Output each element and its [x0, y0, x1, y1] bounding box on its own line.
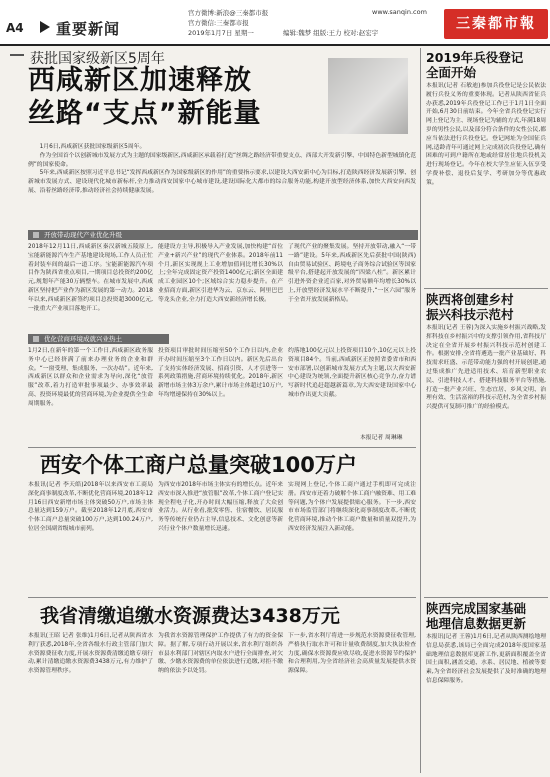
social-info	[188, 8, 268, 28]
section2-reporter: 本报记者 周琳琳	[360, 435, 403, 441]
page-header	[0, 0, 550, 44]
section-arrow-icon	[40, 21, 50, 33]
article2-col1: 本报讯(记者 李天皓)2018年以来西安市工商局深化商事制度改革,不断优化营商环境,2018年12月16日西安新增市场主体突破50万户,市场主体总量达到159万户。截至2018年12月底,西安市个体工商户总量突破100万户,达到100.24万户,位居全国副省级城市前列。	[28, 482, 153, 532]
lead-photo	[328, 58, 408, 134]
lead-headline-line1: 西咸新区加速释放	[28, 65, 252, 96]
side1-headline-line1: 2019年兵役登记	[426, 50, 524, 65]
side3-headline	[426, 601, 526, 631]
side2-body: 本报讯(记者 王蓉)为深入实施乡村振兴战略,发挥科技在乡村振兴中的支撑引领作用,省科技厅决定在全省开展乡村振兴科技示范村创建工作。根据安排,全省将遴选一批产业基础好、科技需求旺盛、示范带动能力强的村开展创建,通过集成推广先进适用技术、培育新型职业农民、引进科技人才、搭建科技服务平台等措施,打造一批产业兴旺、生态宜居、乡风文明、治理有效、生活富裕的科技示范村,为全省乡村振兴提供可复制可推广的经验模式。	[426, 325, 546, 411]
section-bar-business: 优化营商环境成就兴业热土	[28, 334, 169, 344]
divider	[424, 288, 548, 289]
lead-paragraph: 5年来,西咸新区按照习近平总书记“发挥西咸新区作为国家级新区的作用”的重要指示要求,以建设大西安新中心为目标,打造陕西经济发展新引擎、创新城市发展方式、建设现代化城市新标杆,全力推动西安国家中心城市建设,建设国际化大都市的综合服务功能,构建开放型经济体系,加快大西安向西发展、沿着丝路经济带,推动经济社会持续健康发展。	[28, 170, 416, 194]
article3-col3: 下一步,省水利厅将进一步规范水资源费征收管理,严格执行取水许可和计量收费制度,加大执法检查力度,确保水资源费应收尽收,促进水资源节约保护和合理利用,为全省经济社会高质量发展提供水资源保障。	[288, 633, 416, 675]
lead-headline-line2: 丝路“支点”新能量	[28, 98, 262, 129]
side1-headline-line2: 全面开始	[426, 65, 477, 80]
page-number: A4	[6, 21, 24, 35]
section2-col3: 约落地100亿元以上投资项目10个,10亿元以上投资项目84个。当前,西咸新区正按照省委省市和西安市部署,以创新城市发展方式为主题,以大西安新中心建设为统领,全面提升新区核心竞争力,奋力谱写新时代追赶超越新篇章,为大西安建设国家中心城市作出更大贡献。	[288, 348, 416, 398]
column-divider	[420, 48, 421, 773]
side2-headline-line1: 陕西将创建乡村	[426, 292, 514, 307]
side3-headline-line2: 地理信息数据更新	[426, 616, 527, 631]
section1-col2: 能建设方主导,积极导入产业发展,加快构建“首位产业+新兴产业”的现代产业体系。2018年前11个月,新区实现规上工业增加值同比增长30%以上;全年完成固定资产投资1400亿元;新区全面建成工业园区10个;区域综合实力稳步提升。在产业招商方面,新区引进华为云、京东云、阿里巴巴等龙头企业,全力打造大西安新经济增长极。	[158, 244, 283, 303]
article2-headline: 西安个体工商户总量突破100万户	[40, 453, 357, 477]
divider	[28, 447, 416, 448]
side3-headline-line1: 陕西完成国家基础	[426, 601, 527, 616]
kicker-rule	[10, 54, 24, 56]
lead-intro	[28, 143, 416, 231]
section2-col2: 投资项目审批时间压缩至50个工作日以内,企业开办时间压缩至3个工作日以内。新区先后出台了支持实体经济发展、招商引资、人才引进等一系列政策措施,营商环境持续优化。2018年,新区新增市场主体3万余户,累计市场主体超过10万户,年均增速保持在30%以上。	[158, 348, 283, 398]
weibo-line: 官方微博:新浪@三秦都市报	[188, 9, 269, 17]
wechat-line: 官方微信:三秦都市报	[188, 19, 249, 27]
section-bar-open: 开放带动现代产业优化升级	[28, 230, 418, 240]
side2-headline-line2: 振兴科技示范村	[426, 307, 514, 322]
section1-col1: 2018年12月11日,西咸新区秦汉新城五陵原上,宝能新能源汽车生产基地建设现场,工作人员正忙着封装车间的最后一道工序。宝能新能源汽车项目作为陕西省重点项目,一期项目总投资约200亿元,规划年产能30万辆整车。在城市发展中,西咸新区坚持把产业作为新区发展的第一动力。2018年以来,西咸新区新签约项目总投资超3000亿元,一批重大产业项目落地开工。	[28, 244, 153, 312]
article3-headline: 我省清缴追缴水资源费达3438万元	[40, 605, 340, 627]
article3-col1: 本报讯(王昭 记者 张维)1月6日,记者从陕西省水利厅获悉,2018年,全省各级水行政主管部门加大水资源费征收力度,开展水资源费清缴追缴专项行动,累计清缴追缴水资源费3438万元,有力维护了水资源管理秩序。	[28, 633, 153, 675]
section-title: 重要新闻	[56, 20, 121, 38]
editor-line: 编辑:魏梦 组版:王力 校对:赵宏宇	[283, 29, 379, 37]
issue-date: 2019年1月7日 星期一	[188, 29, 254, 37]
side3-body: 本报讯(记者 王蓉)1月6日,记者从陕西测绘地理信息局获悉,该局已全面完成2018年度国家基础地理信息数据库更新工作,更新面积覆盖全省国土面积,涵盖交通、水系、居民地、植被等要素,为全省经济社会发展提供了及时准确的地理信息保障服务。	[426, 634, 546, 684]
lead-paragraph: 作为全国首个以创新城市发展方式为主题的国家级新区,西咸新区承载着打造“丝绸之路经济带重要支点、西部大开发新引擎、中国特色新型城镇化范例”的国家使命。	[28, 152, 416, 168]
divider	[424, 597, 548, 598]
lead-kicker: 获批国家级新区5周年	[30, 51, 165, 67]
newspaper-logo: 三秦都市報	[444, 9, 548, 39]
side2-headline	[426, 292, 514, 322]
section2-col1: 1月2日,在新年的第一个工作日,西咸新区政务服务中心已经挤满了前来办理业务的企业和群众。“一窗受理、集成服务、一次办结”。近年来,西咸新区以群众和企业需求为导向,深化“放管服”改革,着力打造审批事项最少、办事效率最高、投资环境最优的营商环境,为企业提供全生命周期服务。	[28, 348, 153, 407]
header-rule	[0, 44, 550, 46]
divider	[28, 597, 416, 598]
article2-col3: 实现网上登记,个体工商户通过手机即可完成注册。西安市还着力破解个体工商户融资难、用工难等问题,为个体户发展提供贴心服务。下一步,西安市市场监管部门将继续深化商事制度改革,不断优化营商环境,推动个体工商户数量和质量双提升,为西安经济发展注入新动能。	[288, 482, 416, 532]
article3-col2: 为我省水资源管理保护工作提供了有力的资金保障。据了解,专项行动开展以来,省水利厅组织各市县水利部门对辖区内取水户进行全面排查,对欠缴、少缴水资源费的单位依法进行追缴,对拒不缴纳的依法予以处罚。	[158, 633, 283, 675]
lead-paragraph: 1月6日,西咸新区获批国家级新区5周年。	[39, 144, 146, 150]
website: www.sanqin.com	[372, 8, 427, 16]
article2-col2: 为西安市2018年市场主体实有的增长点。近年来西安市深入推进“放管服”改革,个体工商户登记实现全程电子化,开办时间大幅压缩,释放了大众创业活力。从行业看,批发零售、住宿餐饮、居民服务等传统行业仍占主导,信息技术、文化创意等新兴行业个体户数量增长迅速。	[158, 482, 283, 532]
side1-body: 本报讯(记者 石敏迪)参加兵役登记是公民依法履行兵役义务的重要体现。记者从陕西省征兵办获悉,2019年兵役登记工作已于1月1日全面开始,6月30日前结束。今年全省兵役登记实行网上登记为主、现场登记为辅的方式,年满18周岁的男性公民,以及部分符合条件的女性公民,都应当依法进行兵役登记。登记网址为全国征兵网,适龄青年可通过网上完成初次兵役登记,确有困难的可到户籍所在地或经常居住地兵役机关进行现场登记。今年在校大学生应征入伍享受学费补偿、退役后复学、考研加分等优惠政策。	[426, 83, 546, 186]
section1-col3: 了现代产业的聚集发展。坚持开放带动,融入“一带一路”建设。5年来,西咸新区先后获批中国(陕西)自由贸易试验区、跨境电子商务综合试验区等国家级平台,搭建起开放发展的“四梁八柱”。新区累计引进外资企业近百家,对外贸易额年均增长30%以上,开放型经济发展水平不断提升,“一区六园”服务于全省开放发展新格局。	[288, 244, 416, 303]
side1-headline	[426, 50, 523, 80]
